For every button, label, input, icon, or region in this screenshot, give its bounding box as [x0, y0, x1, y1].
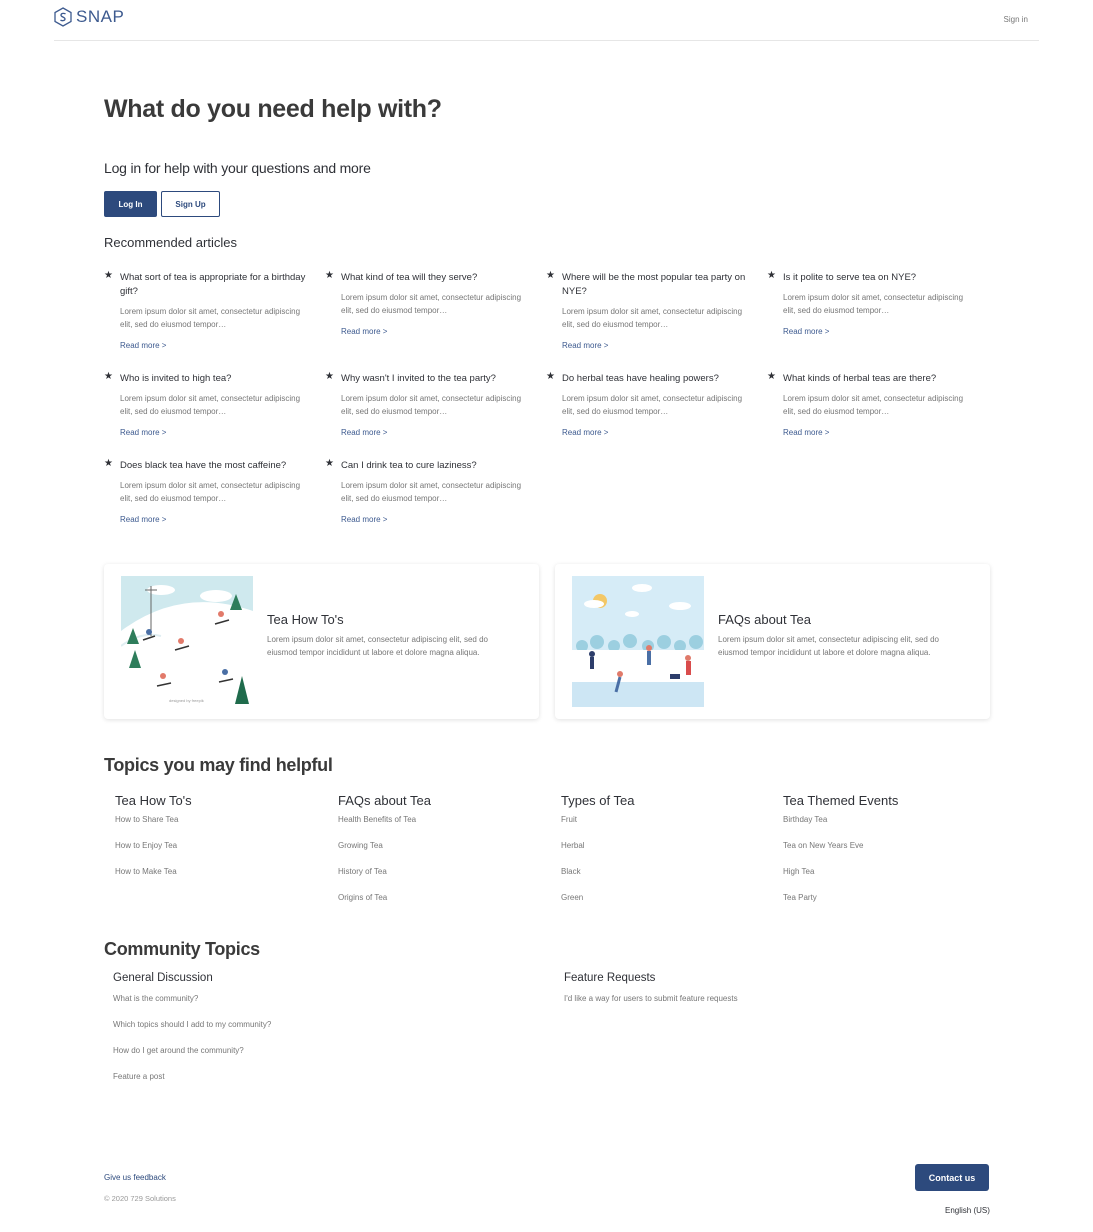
- star-icon: ★: [325, 371, 334, 382]
- topic-link[interactable]: Growing Tea: [338, 841, 383, 850]
- illustration-credit: designed by freepik: [169, 698, 204, 703]
- article-title[interactable]: Is it polite to serve tea on NYE?: [783, 272, 917, 283]
- language-selector[interactable]: English (US): [945, 1206, 990, 1215]
- community-post-link[interactable]: What is the community?: [113, 994, 199, 1003]
- read-more-link[interactable]: Read more >: [783, 327, 830, 336]
- read-more-link[interactable]: Read more >: [562, 428, 609, 437]
- read-more-link[interactable]: Read more >: [562, 341, 609, 350]
- sign-in-link[interactable]: Sign in: [1003, 15, 1028, 24]
- card-description: Lorem ipsum dolor sit amet, consectetur adipiscing elit, sed do eiusmod tempor incididunt ut labore et dolore magna aliqua.: [718, 635, 939, 657]
- topic-link[interactable]: Birthday Tea: [783, 815, 828, 824]
- topic-heading[interactable]: Types of Tea: [561, 793, 635, 808]
- article-title[interactable]: Where will be the most popular tea party on NYE?: [562, 272, 746, 297]
- card-description: Lorem ipsum dolor sit amet, consectetur adipiscing elit, sed do eiusmod tempor incididunt ut labore et dolore magna aliqua.: [267, 635, 488, 657]
- star-icon: ★: [104, 270, 113, 281]
- community-topic-heading[interactable]: Feature Requests: [564, 972, 656, 984]
- brand-name: SNAP: [76, 7, 125, 26]
- topic-link[interactable]: Fruit: [561, 815, 577, 824]
- topic-link[interactable]: History of Tea: [338, 867, 387, 876]
- article-excerpt: Lorem ipsum dolor sit amet, consectetur adipiscing elit, sed do eiusmod tempor…: [562, 394, 743, 416]
- contact-us-button[interactable]: Contact us: [915, 1164, 989, 1191]
- topic-heading[interactable]: Tea Themed Events: [783, 793, 899, 808]
- article-excerpt: Lorem ipsum dolor sit amet, consectetur adipiscing elit, sed do eiusmod tempor…: [120, 394, 301, 416]
- log-in-button[interactable]: Log In: [104, 191, 157, 217]
- recommended-articles-heading: Recommended articles: [104, 235, 237, 250]
- community-column: [113, 972, 413, 1098]
- article-excerpt: Lorem ipsum dolor sit amet, consectetur adipiscing elit, sed do eiusmod tempor…: [783, 394, 964, 416]
- read-more-link[interactable]: Read more >: [120, 515, 167, 524]
- article-excerpt: Lorem ipsum dolor sit amet, consectetur adipiscing elit, sed do eiusmod tempor…: [120, 307, 301, 329]
- category-card-tea-how-tos[interactable]: [104, 564, 539, 719]
- community-post-link[interactable]: I'd like a way for users to submit feature requests: [564, 994, 738, 1003]
- read-more-link[interactable]: Read more >: [120, 428, 167, 437]
- article-excerpt: Lorem ipsum dolor sit amet, consectetur adipiscing elit, sed do eiusmod tempor…: [783, 293, 964, 315]
- community-post-link[interactable]: Which topics should I add to my community?: [113, 1020, 272, 1029]
- topic-link[interactable]: How to Enjoy Tea: [115, 841, 178, 850]
- winter-park-illustration: [572, 576, 704, 707]
- read-more-link[interactable]: Read more >: [341, 327, 388, 336]
- sign-up-button[interactable]: Sign Up: [161, 191, 220, 217]
- topic-link[interactable]: Green: [561, 893, 584, 902]
- article-excerpt: Lorem ipsum dolor sit amet, consectetur adipiscing elit, sed do eiusmod tempor…: [341, 481, 522, 503]
- article-excerpt: Lorem ipsum dolor sit amet, consectetur adipiscing elit, sed do eiusmod tempor…: [120, 481, 301, 503]
- community-post-link[interactable]: Feature a post: [113, 1072, 165, 1081]
- topic-link[interactable]: How to Share Tea: [115, 815, 179, 824]
- brand-logo[interactable]: [54, 7, 124, 27]
- article-excerpt: Lorem ipsum dolor sit amet, consectetur adipiscing elit, sed do eiusmod tempor…: [341, 394, 522, 416]
- login-prompt: Log in for help with your questions and more: [104, 160, 371, 176]
- read-more-link[interactable]: Read more >: [120, 341, 167, 350]
- topic-column: [561, 793, 771, 919]
- topic-heading[interactable]: FAQs about Tea: [338, 793, 431, 808]
- star-icon: ★: [104, 371, 113, 382]
- topic-link[interactable]: Tea on New Years Eve: [783, 841, 864, 850]
- star-icon: ★: [546, 270, 555, 281]
- article-title[interactable]: Why wasn't I invited to the tea party?: [341, 373, 496, 384]
- topic-link[interactable]: Health Benefits of Tea: [338, 815, 417, 824]
- topic-link[interactable]: Black: [561, 867, 581, 876]
- category-card-faqs-about-tea[interactable]: [555, 564, 990, 719]
- logo-icon: [54, 7, 72, 27]
- star-icon: ★: [104, 458, 113, 469]
- star-icon: ★: [325, 458, 334, 469]
- community-column: [564, 972, 864, 1020]
- topic-heading[interactable]: Tea How To's: [115, 793, 192, 808]
- page-title: What do you need help with?: [104, 95, 442, 123]
- topic-column: [115, 793, 325, 893]
- topic-column: [783, 793, 993, 919]
- community-topic-heading[interactable]: General Discussion: [113, 972, 213, 984]
- topic-link[interactable]: High Tea: [783, 867, 815, 876]
- topic-link[interactable]: Tea Party: [783, 893, 817, 902]
- article-title[interactable]: What sort of tea is appropriate for a birthday gift?: [120, 272, 306, 297]
- article-title[interactable]: Does black tea have the most caffeine?: [120, 460, 287, 471]
- article-excerpt: Lorem ipsum dolor sit amet, consectetur adipiscing elit, sed do eiusmod tempor…: [341, 293, 522, 315]
- topic-link[interactable]: Origins of Tea: [338, 893, 388, 902]
- topics-heading: Topics you may find helpful: [104, 755, 333, 775]
- topic-link[interactable]: How to Make Tea: [115, 867, 177, 876]
- topic-link[interactable]: Herbal: [561, 841, 585, 850]
- star-icon: ★: [325, 270, 334, 281]
- feedback-link[interactable]: Give us feedback: [104, 1173, 166, 1182]
- topic-column: [338, 793, 548, 919]
- star-icon: ★: [767, 270, 776, 281]
- article-title[interactable]: Who is invited to high tea?: [120, 373, 232, 384]
- community-heading: Community Topics: [104, 939, 260, 959]
- read-more-link[interactable]: Read more >: [783, 428, 830, 437]
- card-title: FAQs about Tea: [718, 612, 811, 627]
- read-more-link[interactable]: Read more >: [341, 515, 388, 524]
- snowboarding-illustration: [121, 576, 253, 707]
- card-title: Tea How To's: [267, 612, 344, 627]
- article-title[interactable]: What kinds of herbal teas are there?: [783, 373, 937, 384]
- star-icon: ★: [767, 371, 776, 382]
- site-header: [54, 0, 1039, 41]
- article-title[interactable]: What kind of tea will they serve?: [341, 272, 478, 283]
- article-excerpt: Lorem ipsum dolor sit amet, consectetur adipiscing elit, sed do eiusmod tempor…: [562, 307, 743, 329]
- read-more-link[interactable]: Read more >: [341, 428, 388, 437]
- article-title[interactable]: Can I drink tea to cure laziness?: [341, 460, 477, 471]
- article-title[interactable]: Do herbal teas have healing powers?: [562, 373, 719, 384]
- star-icon: ★: [546, 371, 555, 382]
- community-post-link[interactable]: How do I get around the community?: [113, 1046, 244, 1055]
- copyright-text: © 2020 729 Solutions: [104, 1194, 176, 1203]
